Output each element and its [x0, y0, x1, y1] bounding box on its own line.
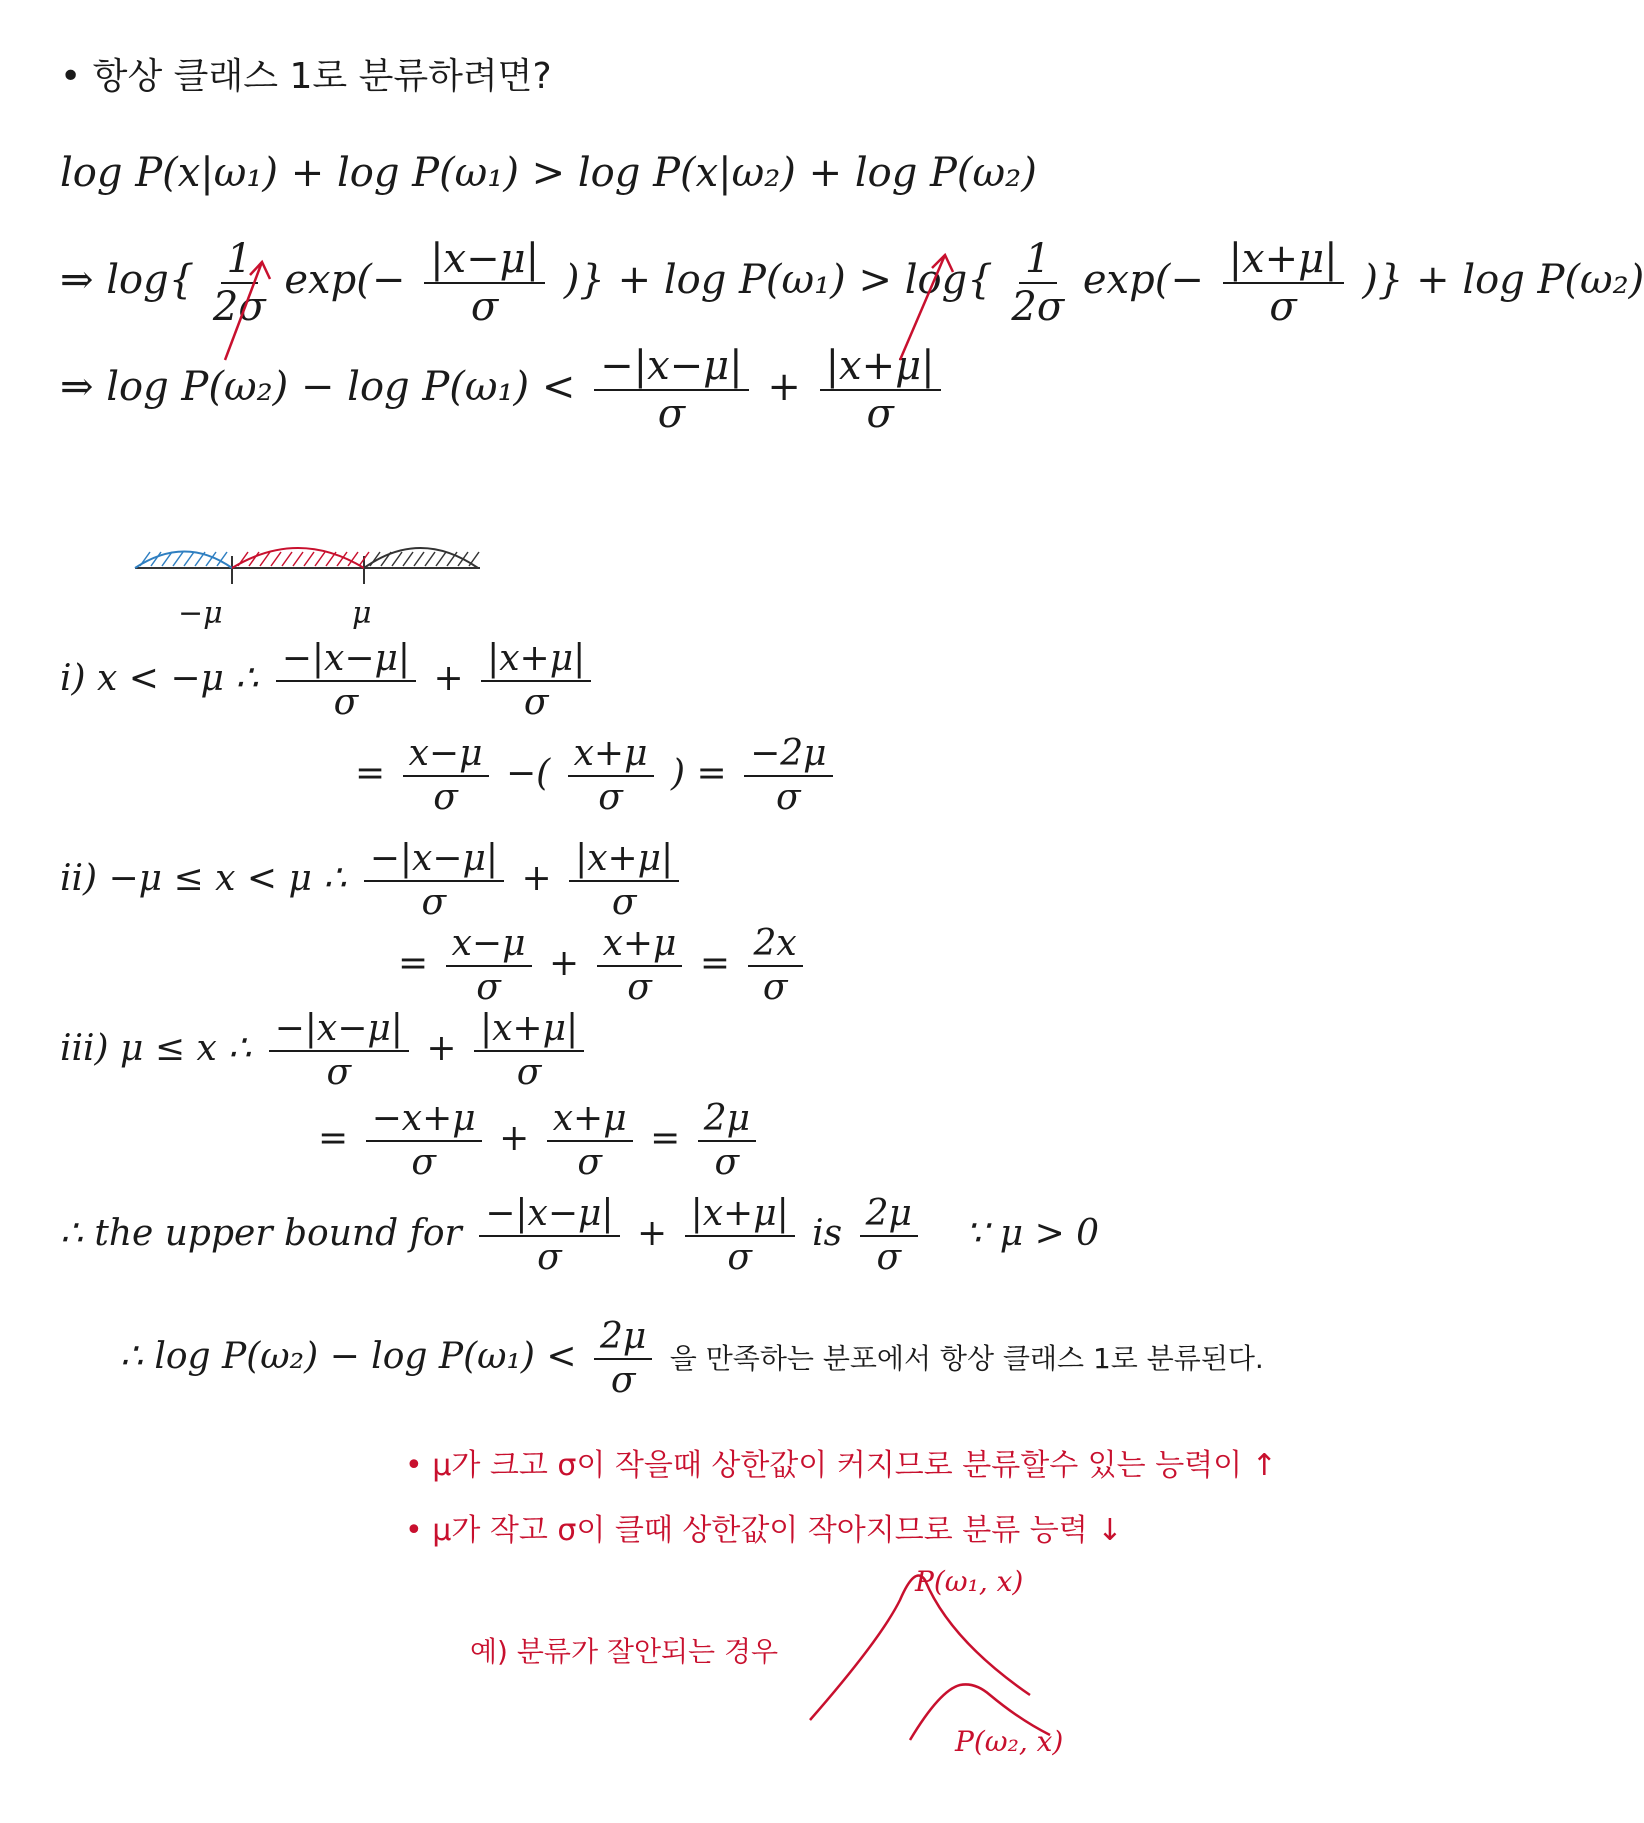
case-3-b-den: σ: [577, 1141, 602, 1183]
conclusion-text: 을 만족하는 분포에서 항상 클래스 1로 분류된다.: [669, 1341, 1264, 1375]
case-3-t1-num: −|x−μ|: [269, 1010, 409, 1052]
hatch-stroke: [392, 552, 402, 566]
case-3-t1-den: σ: [326, 1051, 352, 1093]
case-3-a: [366, 1100, 482, 1182]
case-1-line-2: [355, 735, 839, 817]
frac2-num: |x+μ|: [1223, 238, 1344, 284]
bound-t1-den: σ: [537, 1236, 562, 1278]
coef-den: 2σ: [212, 284, 266, 330]
hatch-stroke: [436, 552, 446, 566]
case-2-eq-2: =: [699, 942, 731, 984]
case-1-term-2: [481, 640, 591, 722]
conclusion-line: [120, 1318, 1264, 1400]
hatch-stroke: [315, 552, 325, 566]
hatch-stroke: [238, 552, 248, 566]
case-2-r-den: σ: [762, 966, 788, 1008]
hatch-stroke: [381, 552, 391, 566]
hatch-stroke: [173, 552, 183, 566]
bound-plus: +: [636, 1212, 668, 1254]
case-1-a-num: x−μ: [403, 735, 489, 777]
eq3-t2-den: σ: [866, 391, 894, 437]
case-2-plus: +: [521, 857, 552, 899]
hatch-stroke: [469, 552, 479, 566]
case-1-condition: i) x < −μ ∴: [60, 657, 259, 699]
case-3-eq-2: =: [650, 1117, 681, 1159]
bound-t1-num: −|x−μ|: [479, 1195, 619, 1237]
case-3-a-num: −x+μ: [366, 1100, 482, 1142]
curve-label-top: P(ω₁, x): [915, 1565, 1024, 1598]
case-3-eq: =: [318, 1117, 349, 1159]
case-3-result: [698, 1100, 756, 1182]
case-1-eq: =: [355, 752, 386, 794]
case-1-b-den: σ: [598, 776, 623, 818]
hatch-stroke: [425, 552, 435, 566]
bound-prefix: ∴ the upper bound for: [60, 1212, 462, 1254]
case-1-plus: +: [433, 657, 464, 699]
hatch-stroke: [184, 552, 194, 566]
exp-left: exp(−: [284, 257, 406, 303]
conclusion-result: [594, 1318, 652, 1400]
case-3-condition: iii) μ ≤ x ∴: [60, 1027, 252, 1069]
bound-t2-num: |x+μ|: [685, 1195, 795, 1237]
hatch-stroke: [271, 552, 281, 566]
case-2-t1-num: −|x−μ|: [364, 840, 504, 882]
frac1-num: |x−μ|: [424, 238, 545, 284]
eq3-lhs: ⇒ log P(ω₂) − log P(ω₁) <: [60, 364, 576, 410]
case-3-a-den: σ: [411, 1141, 436, 1183]
case-3-line-2: [318, 1100, 762, 1182]
case-2-condition: ii) −μ ≤ x < μ ∴: [60, 857, 347, 899]
case-2-line-1: [60, 840, 685, 922]
distribution-curves: [810, 1576, 1050, 1741]
case-1-t2-den: σ: [523, 681, 549, 723]
strike-left: [225, 262, 262, 360]
case-3-plus: +: [426, 1027, 457, 1069]
case-1-b: [568, 735, 654, 817]
case-1-result: [744, 735, 832, 817]
case-1-t1-den: σ: [333, 681, 359, 723]
strike-marks: [225, 255, 953, 360]
case-1-a-den: σ: [433, 776, 458, 818]
case-1-term-1: [276, 640, 416, 722]
eq3-t2-num: |x+μ|: [820, 345, 941, 391]
case-1-close: ) =: [670, 752, 727, 794]
case-2-a: [446, 925, 532, 1007]
hatch-stroke: [293, 552, 303, 566]
case-2-b-den: σ: [627, 966, 652, 1008]
upper-bound-line: [60, 1195, 1099, 1277]
frac1-den: σ: [470, 284, 499, 330]
case-2-line-2: [398, 925, 809, 1007]
bound-t2-den: σ: [727, 1236, 752, 1278]
case-1-minus: −(: [505, 752, 551, 794]
bound-term-1: [479, 1195, 619, 1277]
coef-num-2: 1: [1019, 238, 1056, 284]
note-1: • μ가 크고 σ이 작을때 상한값이 커지므로 분류할수 있는 능력이 ↑: [405, 1448, 1277, 1483]
case-2-term-2: [569, 840, 679, 922]
case-3-t2-den: σ: [516, 1051, 542, 1093]
case-2-b-num: x+μ: [597, 925, 683, 967]
case-1-b-num: x+μ: [568, 735, 654, 777]
number-line-sketch: [135, 548, 480, 584]
case-3-r-den: σ: [714, 1141, 740, 1183]
case-3-b-num: x+μ: [547, 1100, 633, 1142]
bound-because: ∵ μ > 0: [965, 1212, 1100, 1254]
hatch-stroke: [326, 552, 336, 566]
hatch-stroke: [304, 552, 314, 566]
case-2-term-1: [364, 840, 504, 922]
strike-right: [900, 255, 945, 360]
exp-right: exp(−: [1082, 257, 1204, 303]
conclusion-r-num: 2μ: [594, 1318, 652, 1360]
case-2-eq: =: [398, 942, 429, 984]
case-2-plus-2: +: [548, 942, 580, 984]
bound-r-num: 2μ: [860, 1195, 918, 1237]
label-mu: μ: [352, 596, 372, 631]
coef-num: 1: [221, 238, 258, 284]
case-1-a: [403, 735, 489, 817]
case-1-r-num: −2μ: [744, 735, 832, 777]
case-1-t1-num: −|x−μ|: [276, 640, 416, 682]
case-3-term-2: [474, 1010, 584, 1092]
case-2-r-num: 2x: [748, 925, 803, 967]
bound-r-den: σ: [876, 1236, 902, 1278]
eq3-t1-num: −|x−μ|: [594, 345, 749, 391]
case-1-r-den: σ: [776, 776, 801, 818]
frac2-den: σ: [1269, 284, 1297, 330]
case-3-t2-num: |x+μ|: [474, 1010, 584, 1052]
hatch-stroke: [458, 552, 468, 566]
case-3-term-1: [269, 1010, 409, 1092]
case-3-plus-2: +: [499, 1117, 530, 1159]
case-1-t2-num: |x+μ|: [481, 640, 591, 682]
case-2-a-num: x−μ: [446, 925, 532, 967]
label-neg-mu: −μ: [178, 596, 223, 631]
case-2-t2-den: σ: [611, 881, 637, 923]
eq3-plus: +: [767, 364, 801, 410]
case-2-t1-den: σ: [421, 881, 447, 923]
conclusion-r-den: σ: [610, 1359, 636, 1401]
curve-label-bottom: P(ω₂, x): [955, 1725, 1064, 1758]
page-title: • 항상 클래스 1로 분류하려면?: [60, 56, 552, 97]
note-2: • μ가 작고 σ이 클때 상한값이 작아지므로 분류 능력 ↓: [405, 1513, 1123, 1548]
case-1-line-1: [60, 640, 597, 722]
case-2-b: [597, 925, 683, 1007]
equation-1: log P(x|ω₁) + log P(ω₁) > log P(x|ω₂) + log P(ω₂): [60, 150, 1037, 196]
bound-is: is: [812, 1212, 843, 1254]
eq2-suffix: )} + log P(ω₂): [1362, 257, 1644, 303]
hatch-stroke: [140, 552, 150, 566]
bound-term-2: [685, 1195, 795, 1277]
hatch-right: [370, 552, 479, 566]
case-3-line-1: [60, 1010, 590, 1092]
case-2-result: [748, 925, 803, 1007]
case-2-a-den: σ: [476, 966, 501, 1008]
example-label: 예) 분류가 잘안되는 경우: [470, 1635, 779, 1668]
eq3-t1-den: σ: [657, 391, 685, 437]
coef-den-2: 2σ: [1011, 284, 1065, 330]
hatch-stroke: [414, 552, 424, 566]
case-3-r-num: 2μ: [698, 1100, 756, 1142]
eq2-prefix: ⇒ log{: [60, 257, 195, 303]
hatch-stroke: [282, 552, 292, 566]
eq2-middle: )} + log P(ω₁) > log{: [563, 257, 993, 303]
conclusion-prefix: ∴ log P(ω₂) − log P(ω₁) <: [120, 1335, 577, 1377]
bound-result: [860, 1195, 918, 1277]
hatch-stroke: [403, 552, 413, 566]
case-2-t2-num: |x+μ|: [569, 840, 679, 882]
case-3-b: [547, 1100, 633, 1182]
